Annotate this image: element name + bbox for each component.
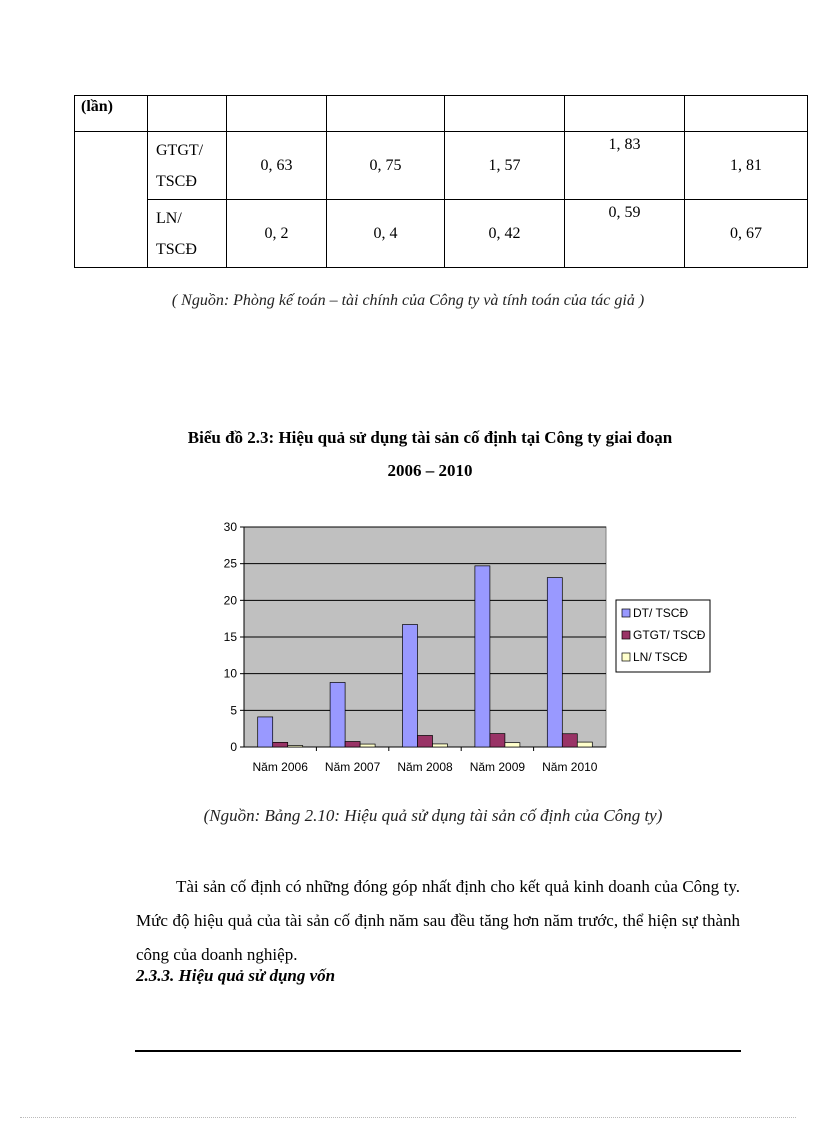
bar (258, 717, 273, 747)
table-row (75, 96, 808, 132)
y-tick-label: 30 (223, 520, 237, 534)
bar (547, 578, 562, 747)
table-cell: 1, 57 (445, 132, 565, 200)
legend-label: LN/ TSCĐ (633, 650, 688, 664)
bar (288, 746, 303, 747)
bar-chart (206, 512, 716, 782)
legend-label: GTGT/ TSCĐ (633, 628, 706, 642)
bar (360, 744, 375, 747)
y-tick-label: 25 (223, 556, 237, 571)
section-heading: 2.3.3. Hiệu quả sử dụng vốn (136, 966, 336, 985)
table-cell: 0, 59 (565, 200, 685, 268)
chart-source-note: (Nguồn: Bảng 2.10: Hiệu quả sử dụng tài sản cố định của Công ty) (203, 806, 663, 825)
empty-cell (75, 132, 148, 268)
legend-swatch (622, 631, 630, 639)
bar (403, 625, 418, 747)
y-tick-label: 0 (230, 740, 237, 754)
y-tick-label: 20 (223, 593, 237, 608)
x-tick-label: Năm 2006 (252, 760, 308, 774)
table-cell: 0, 75 (327, 132, 445, 200)
x-tick-label: Năm 2009 (469, 760, 526, 774)
table-cell: 0, 2 (227, 200, 327, 268)
legend-swatch (622, 609, 630, 617)
bar (505, 743, 520, 747)
bar (562, 734, 577, 747)
footer-rule (135, 1050, 741, 1052)
row-label: LN/ TSCĐ (148, 200, 227, 268)
y-tick-label: 15 (223, 630, 237, 644)
legend-label: DT/ TSCĐ (633, 606, 689, 620)
bar (433, 744, 448, 747)
table-cell: 1, 81 (685, 132, 808, 200)
table-row (75, 200, 808, 268)
x-tick-label: Năm 2007 (324, 760, 381, 774)
data-table (74, 95, 808, 268)
page-edge-divider (20, 1117, 796, 1118)
table-row (75, 132, 808, 200)
y-tick-label: 5 (230, 703, 237, 718)
y-tick-label: 10 (223, 666, 237, 681)
x-tick-label: Năm 2008 (397, 760, 453, 774)
bar (345, 742, 360, 748)
table-cell: 1, 83 (565, 132, 685, 200)
bar (475, 566, 490, 747)
chart-title: Biểu đồ 2.3: Hiệu quả sử dụng tài sản cố định tại Công ty giai đoạn 2006 – 2010 (187, 428, 673, 480)
table-cell: 0, 42 (445, 200, 565, 268)
table-cell: 0, 67 (685, 200, 808, 268)
table-cell: 0, 4 (327, 200, 445, 268)
unit-cell: (lần) (75, 96, 148, 132)
bar (577, 742, 592, 747)
table-cell: 0, 63 (227, 132, 327, 200)
bar (330, 682, 345, 747)
bar (418, 735, 433, 747)
table-source-note: ( Nguồn: Phòng kế toán – tài chính của Công ty và tính toán của tác giả ) (171, 292, 645, 309)
bar (490, 734, 505, 747)
bar (273, 742, 288, 747)
legend-swatch (622, 653, 630, 661)
body-paragraph: Tài sản cố định có những đóng góp nhất định cho kết quả kinh doanh của Công ty. Mức độ hiệu quả của tài sản cố định năm sau đều tăng hơn năm trước, thể hiện sự thành công của doanh nghiệp. (136, 877, 740, 964)
row-label: GTGT/ TSCĐ (148, 132, 227, 200)
x-tick-label: Năm 2010 (542, 760, 598, 774)
